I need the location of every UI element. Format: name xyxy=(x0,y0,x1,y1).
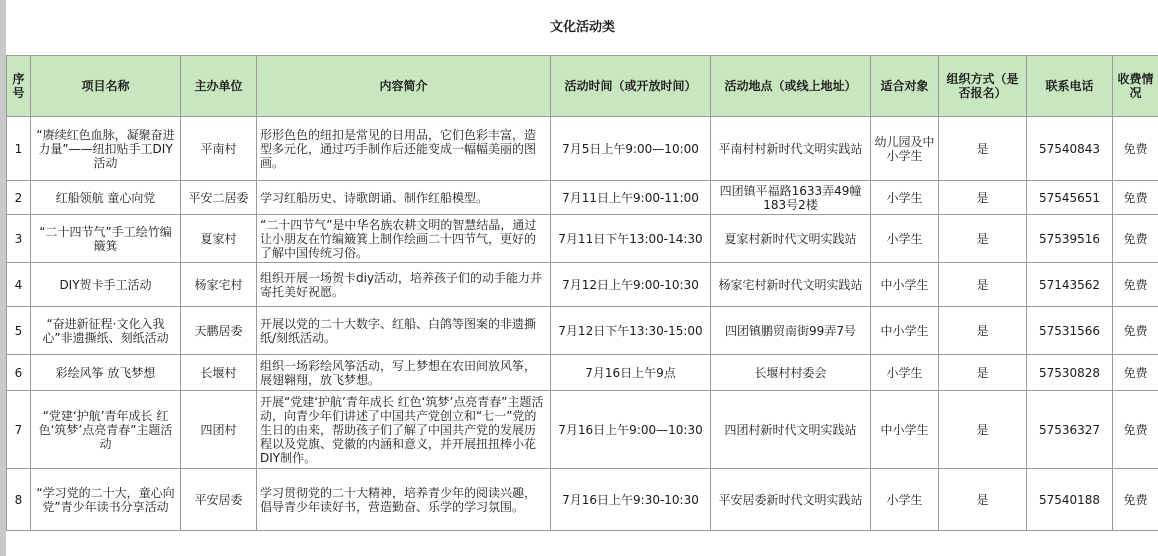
cell-name[interactable]: 红船领航 童心向党 xyxy=(31,181,181,215)
cell-signup[interactable]: 是 xyxy=(939,307,1027,355)
header-phone[interactable]: 联系电话 xyxy=(1027,56,1113,117)
cell-phone[interactable]: 57143562 xyxy=(1027,263,1113,307)
header-target[interactable]: 适合对象 xyxy=(871,56,939,117)
header-time[interactable]: 活动时间（或开放时间） xyxy=(551,56,711,117)
cell-intro[interactable]: 学习红船历史、诗歌朗诵、制作红船模型。 xyxy=(257,181,551,215)
cell-signup[interactable]: 是 xyxy=(939,117,1027,181)
header-row xyxy=(7,56,1158,117)
cell-name[interactable]: 彩绘风筝 放飞梦想 xyxy=(31,355,181,391)
table-row xyxy=(7,181,1158,215)
cell-target[interactable]: 小学生 xyxy=(871,215,939,263)
table-row xyxy=(7,391,1158,469)
cell-place[interactable]: 平南村村新时代文明实践站 xyxy=(711,117,871,181)
cell-signup[interactable]: 是 xyxy=(939,355,1027,391)
table-title[interactable]: 文化活动类 xyxy=(7,0,1158,56)
cell-target[interactable]: 幼儿园及中小学生 xyxy=(871,117,939,181)
cell-name[interactable]: “二十四节气”手工绘竹编簸箕 xyxy=(31,215,181,263)
header-signup[interactable]: 组织方式（是否报名） xyxy=(939,56,1027,117)
cell-name[interactable]: “奋进新征程·文化入我心”非遗撕纸、刻纸活动 xyxy=(31,307,181,355)
cell-host[interactable]: 平安二居委 xyxy=(181,181,257,215)
cell-fee[interactable]: 免费 xyxy=(1113,215,1158,263)
cell-name[interactable]: “赓续红色血脉，凝聚奋进力量”——纽扣贴手工DIY活动 xyxy=(31,117,181,181)
cell-time[interactable]: 7月12日下午13:30-15:00 xyxy=(551,307,711,355)
cell-no[interactable]: 3 xyxy=(7,215,31,263)
cell-name[interactable]: DIY贺卡手工活动 xyxy=(31,263,181,307)
cell-intro[interactable]: 形形色色的纽扣是常见的日用品，它们色彩丰富，造型多元化，通过巧手制作后还能变成一幅幅美丽的图画。 xyxy=(257,117,551,181)
cell-time[interactable]: 7月11日上午9:00-11:00 xyxy=(551,181,711,215)
header-host[interactable]: 主办单位 xyxy=(181,56,257,117)
cell-target[interactable]: 小学生 xyxy=(871,355,939,391)
cell-signup[interactable]: 是 xyxy=(939,215,1027,263)
cell-phone[interactable]: 57531566 xyxy=(1027,307,1113,355)
header-place[interactable]: 活动地点（或线上地址） xyxy=(711,56,871,117)
cell-host[interactable]: 平南村 xyxy=(181,117,257,181)
cell-host[interactable]: 杨家宅村 xyxy=(181,263,257,307)
cell-phone[interactable]: 57545651 xyxy=(1027,181,1113,215)
header-fee[interactable]: 收费情况 xyxy=(1113,56,1158,117)
header-name[interactable]: 项目名称 xyxy=(31,56,181,117)
cell-name[interactable]: “学习党的二十大，童心向党”青少年读书分享活动 xyxy=(31,469,181,531)
cell-name[interactable]: “党建‘护航’青年成长 红色‘筑梦’点亮青春”主题活动 xyxy=(31,391,181,469)
cell-fee[interactable]: 免费 xyxy=(1113,391,1158,469)
cell-host[interactable]: 平安居委 xyxy=(181,469,257,531)
cell-intro[interactable]: 学习贯彻党的二十大精神，培养青少年的阅读兴趣，倡导青少年读好书，营造勤奋、乐学的学习氛围。 xyxy=(257,469,551,531)
cell-phone[interactable]: 57539516 xyxy=(1027,215,1113,263)
cell-intro[interactable]: 开展以党的二十大数字、红船、白鸽等图案的非遗撕纸/刻纸活动。 xyxy=(257,307,551,355)
table-row xyxy=(7,469,1158,531)
cell-phone[interactable]: 57536327 xyxy=(1027,391,1113,469)
cell-place[interactable]: 长堰村村委会 xyxy=(711,355,871,391)
cell-signup[interactable]: 是 xyxy=(939,469,1027,531)
cell-target[interactable]: 小学生 xyxy=(871,469,939,531)
cell-no[interactable]: 7 xyxy=(7,391,31,469)
table-row xyxy=(7,117,1158,181)
cell-signup[interactable]: 是 xyxy=(939,263,1027,307)
cell-no[interactable]: 8 xyxy=(7,469,31,531)
cell-fee[interactable]: 免费 xyxy=(1113,117,1158,181)
table-row xyxy=(7,307,1158,355)
cell-intro[interactable]: “二十四节气”是中华名族农耕文明的智慧结晶，通过让小朋友在竹编簸箕上制作绘画二十四节气，更好的了解中国传统习俗。 xyxy=(257,215,551,263)
cell-phone[interactable]: 57530828 xyxy=(1027,355,1113,391)
cell-host[interactable]: 四团村 xyxy=(181,391,257,469)
cell-place[interactable]: 四团镇平福路1633弄49幢183号2楼 xyxy=(711,181,871,215)
cell-phone[interactable]: 57540843 xyxy=(1027,117,1113,181)
cell-place[interactable]: 杨家宅村新时代文明实践站 xyxy=(711,263,871,307)
table-row xyxy=(7,263,1158,307)
cell-place[interactable]: 四团镇鹏贸南街99弄7号 xyxy=(711,307,871,355)
cell-target[interactable]: 小学生 xyxy=(871,181,939,215)
cell-place[interactable]: 夏家村新时代文明实践站 xyxy=(711,215,871,263)
cell-no[interactable]: 1 xyxy=(7,117,31,181)
header-intro[interactable]: 内容简介 xyxy=(257,56,551,117)
cell-time[interactable]: 7月16日上午9:30-10:30 xyxy=(551,469,711,531)
cell-no[interactable]: 5 xyxy=(7,307,31,355)
cell-host[interactable]: 天鹏居委 xyxy=(181,307,257,355)
cell-no[interactable]: 2 xyxy=(7,181,31,215)
cell-target[interactable]: 中小学生 xyxy=(871,307,939,355)
header-no[interactable]: 序号 xyxy=(7,56,31,117)
cell-fee[interactable]: 免费 xyxy=(1113,181,1158,215)
cell-target[interactable]: 中小学生 xyxy=(871,263,939,307)
cell-time[interactable]: 7月16日上午9点 xyxy=(551,355,711,391)
activity-table xyxy=(6,0,1158,531)
cell-place[interactable]: 四团村新时代文明实践站 xyxy=(711,391,871,469)
cell-fee[interactable]: 免费 xyxy=(1113,469,1158,531)
cell-no[interactable]: 4 xyxy=(7,263,31,307)
cell-signup[interactable]: 是 xyxy=(939,181,1027,215)
cell-intro[interactable]: 组织开展一场贺卡diy活动，培养孩子们的动手能力并寄托美好祝愿。 xyxy=(257,263,551,307)
cell-time[interactable]: 7月16日上午9:00—10:30 xyxy=(551,391,711,469)
cell-place[interactable]: 平安居委新时代文明实践站 xyxy=(711,469,871,531)
cell-host[interactable]: 长堰村 xyxy=(181,355,257,391)
table-row xyxy=(7,355,1158,391)
cell-time[interactable]: 7月5日上午9:00—10:00 xyxy=(551,117,711,181)
cell-host[interactable]: 夏家村 xyxy=(181,215,257,263)
cell-fee[interactable]: 免费 xyxy=(1113,263,1158,307)
cell-no[interactable]: 6 xyxy=(7,355,31,391)
table-row xyxy=(7,215,1158,263)
cell-time[interactable]: 7月11日下午13:00-14:30 xyxy=(551,215,711,263)
cell-fee[interactable]: 免费 xyxy=(1113,355,1158,391)
cell-time[interactable]: 7月12日上午9:00-10:30 xyxy=(551,263,711,307)
cell-fee[interactable]: 免费 xyxy=(1113,307,1158,355)
cell-phone[interactable]: 57540188 xyxy=(1027,469,1113,531)
cell-intro[interactable]: 组织一场彩绘风筝活动，写上梦想在农田间放风筝，展翅翱翔，放飞梦想。 xyxy=(257,355,551,391)
cell-intro[interactable]: 开展“党建‘护航’青年成长 红色‘筑梦’点亮青春”主题活动，向青少年们讲述了中国共产党创立和“七一”党的生日的由来，帮助孩子们了解了中国共产党的发展历程以及党旗、党徽的内涵和意义，并开展扭扭棒小花DIY制作。 xyxy=(257,391,551,469)
cell-target[interactable]: 中小学生 xyxy=(871,391,939,469)
cell-signup[interactable]: 是 xyxy=(939,391,1027,469)
